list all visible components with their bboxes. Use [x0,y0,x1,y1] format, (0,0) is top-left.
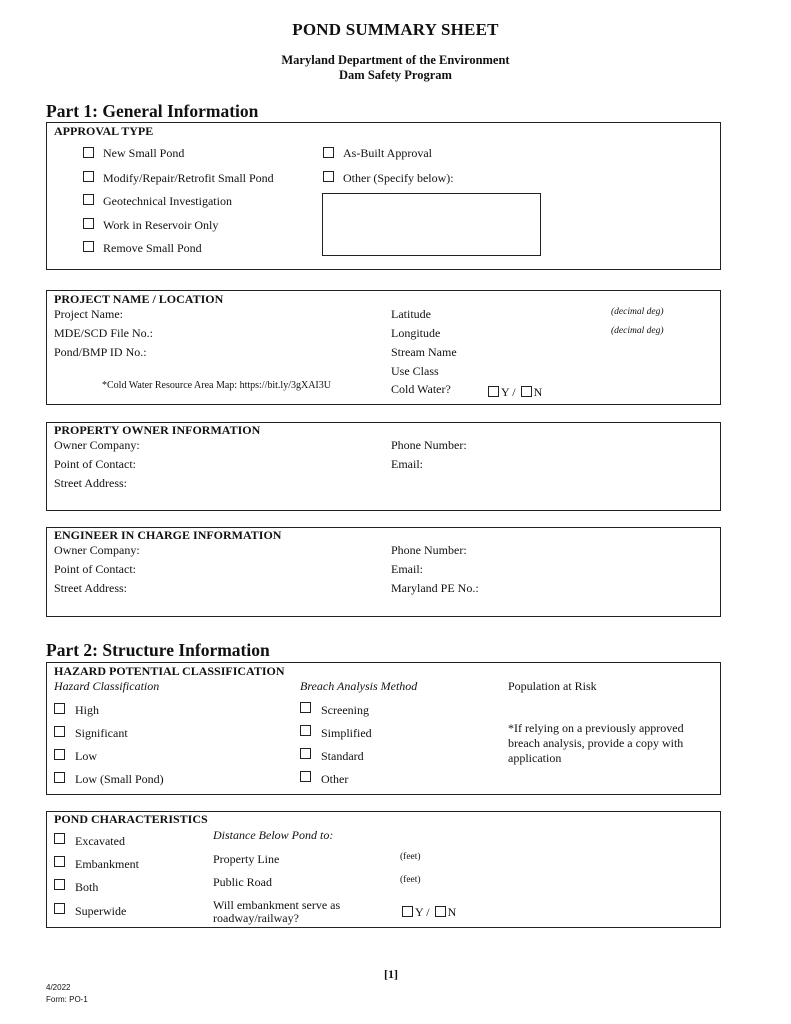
geotechnical-label: Geotechnical Investigation [103,194,232,208]
embankment-yn-separator: / [426,905,430,919]
engineer-address-label: Street Address: [54,581,127,595]
property-line-label: Property Line [213,852,280,866]
breach-note-line1: *If relying on a previously approved [508,721,684,735]
public-road-label: Public Road [213,875,272,889]
cold-water-no-label: N [533,385,543,399]
latitude-unit: (decimal deg) [611,307,664,317]
stream-name-label: Stream Name [391,345,457,359]
pond-characteristics-section [46,811,721,928]
form-date: 4/2022 [46,983,71,992]
embankment-question-line1: Will embankment serve as [213,898,341,912]
part2-heading: Part 2: Structure Information [46,640,270,660]
owner-company-label: Owner Company: [54,438,140,452]
engineer-company-label: Owner Company: [54,543,140,557]
engineer-email-label: Email: [391,562,423,576]
yn-separator: / [512,385,516,399]
approval-type-title: APPROVAL TYPE [54,124,154,138]
embankment-checkbox[interactable] [54,856,65,867]
breach-method-head: Breach Analysis Method [300,679,418,693]
breach-simplified-label: Simplified [321,726,372,740]
cold-water-yn [486,385,542,400]
superwide-checkbox[interactable] [54,903,65,914]
embankment-yn [400,905,456,920]
owner-address-label: Street Address: [54,476,127,490]
project-name-label: Project Name: [54,307,123,321]
work-in-reservoir-checkbox[interactable] [83,218,94,229]
new-small-pond-checkbox[interactable] [83,147,94,158]
engineer-title: ENGINEER IN CHARGE INFORMATION [54,528,282,542]
agency-name: Maryland Department of the Environment [281,53,510,67]
breach-note-line3: application [508,751,562,765]
page-number: [1] [384,967,398,981]
hazard-low-label: Low [75,749,97,763]
engineer-contact-label: Point of Contact: [54,562,136,576]
pond-id-label: Pond/BMP ID No.: [54,345,147,359]
project-location-title: PROJECT NAME / LOCATION [54,292,224,306]
embankment-no-label: N [447,905,457,919]
work-in-reservoir-label: Work in Reservoir Only [103,218,219,232]
excavated-label: Excavated [75,834,125,848]
owner-email-label: Email: [391,457,423,471]
breach-other-label: Other [321,772,349,786]
cold-water-yes-label: Y [501,385,510,399]
hazard-low-small-label: Low (Small Pond) [75,772,164,786]
hazard-title: HAZARD POTENTIAL CLASSIFICATION [54,664,285,678]
breach-other-checkbox[interactable] [300,771,311,782]
excavated-checkbox[interactable] [54,833,65,844]
engineer-phone-label: Phone Number: [391,543,467,557]
breach-note-line2: breach analysis, provide a copy with [508,736,684,750]
latitude-label: Latitude [391,307,431,321]
other-checkbox[interactable] [323,171,334,182]
pond-characteristics-title: POND CHARACTERISTICS [54,812,208,826]
longitude-unit: (decimal deg) [611,326,664,336]
cold-water-label: Cold Water? [391,382,451,396]
modify-repair-label: Modify/Repair/Retrofit Small Pond [103,171,274,185]
owner-contact-label: Point of Contact: [54,457,136,471]
property-owner-title: PROPERTY OWNER INFORMATION [54,423,261,437]
breach-screening-checkbox[interactable] [300,702,311,713]
embankment-yes-label: Y [415,905,424,919]
longitude-label: Longitude [391,326,441,340]
use-class-label: Use Class [391,364,439,378]
hazard-significant-label: Significant [75,726,128,740]
breach-standard-label: Standard [321,749,364,763]
breach-standard-checkbox[interactable] [300,748,311,759]
hazard-high-label: High [75,703,99,717]
file-no-label: MDE/SCD File No.: [54,326,154,340]
hazard-low-checkbox[interactable] [54,749,65,760]
cold-water-yes-checkbox[interactable] [488,386,499,397]
superwide-label: Superwide [75,904,127,918]
cold-water-no-checkbox[interactable] [521,386,532,397]
embankment-label: Embankment [75,857,139,871]
property-line-unit: (feet) [400,852,421,862]
cold-water-map-note: *Cold Water Resource Area Map: https://bit.ly/3gXAI3U [102,380,331,391]
hazard-classification-head: Hazard Classification [54,679,160,693]
owner-phone-label: Phone Number: [391,438,467,452]
breach-screening-label: Screening [321,703,369,717]
as-built-checkbox[interactable] [323,147,334,158]
hazard-significant-checkbox[interactable] [54,726,65,737]
distance-below-head: Distance Below Pond to: [213,828,334,842]
hazard-low-small-checkbox[interactable] [54,772,65,783]
both-label: Both [75,880,99,894]
other-label: Other (Specify below): [343,171,454,185]
population-risk-head: Population at Risk [508,679,597,693]
engineer-pe-label: Maryland PE No.: [391,581,479,595]
embankment-no-checkbox[interactable] [435,906,446,917]
part1-heading: Part 1: General Information [46,101,259,121]
both-checkbox[interactable] [54,879,65,890]
hazard-high-checkbox[interactable] [54,703,65,714]
other-specify-field[interactable] [322,193,541,256]
new-small-pond-label: New Small Pond [103,146,185,160]
modify-repair-checkbox[interactable] [83,171,94,182]
geotechnical-checkbox[interactable] [83,194,94,205]
remove-small-pond-checkbox[interactable] [83,241,94,252]
program-name: Dam Safety Program [339,68,452,82]
embankment-yes-checkbox[interactable] [402,906,413,917]
as-built-label: As-Built Approval [343,146,432,160]
page-title: POND SUMMARY SHEET [292,20,499,39]
breach-simplified-checkbox[interactable] [300,725,311,736]
remove-small-pond-label: Remove Small Pond [103,241,202,255]
form-number: Form: PO-1 [46,995,88,1004]
embankment-question-line2: roadway/railway? [213,911,299,925]
public-road-unit: (feet) [400,875,421,885]
